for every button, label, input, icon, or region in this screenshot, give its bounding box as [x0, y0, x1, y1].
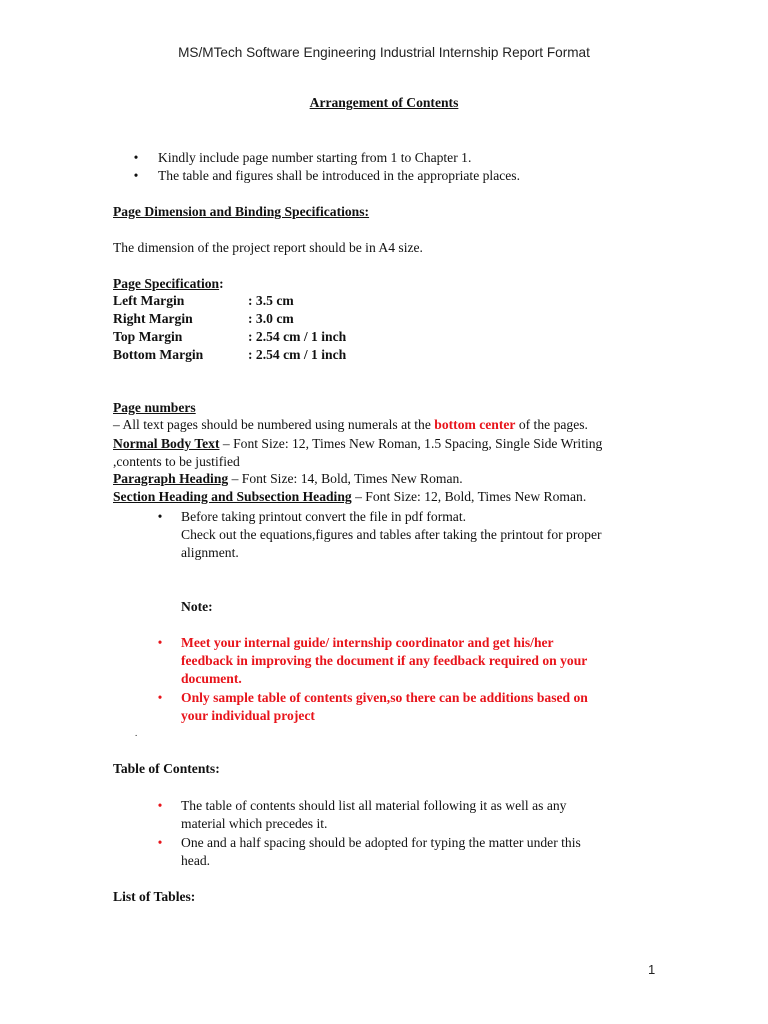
page-dimension-text: The dimension of the project report should be in A4 size.	[113, 240, 423, 255]
stray-mark: .	[135, 728, 138, 738]
page-spec-heading	[113, 275, 224, 293]
page-number: 1	[648, 962, 656, 977]
toc-item-1-line-1: The table of contents should list all material following it as well as any	[181, 798, 567, 813]
note-item-1-line-2: feedback in improving the document if any feedback required on your	[181, 653, 588, 668]
spec-label-right: Right Margin	[113, 311, 193, 326]
printout-line-2: Check out the equations,figures and tables after taking the printout for proper	[181, 527, 602, 542]
body-text-line-1	[113, 435, 602, 453]
page-numbers-text	[113, 416, 588, 434]
body-text-spec: – Font Size: 12, Times New Roman, 1.5 Spacing, Single Side Writing	[219, 436, 603, 451]
spec-value-right: : 3.0 cm	[248, 311, 294, 326]
paragraph-heading-label: Paragraph Heading	[113, 471, 229, 486]
page-spec-heading-label: Page Specification	[113, 276, 220, 291]
spec-value-top: : 2.54 cm / 1 inch	[248, 329, 347, 344]
paragraph-heading-line	[113, 470, 463, 488]
page-dimension-heading: Page Dimension and Binding Specifications:	[113, 204, 370, 219]
toc-heading: Table of Contents:	[113, 761, 220, 776]
section-heading-line	[113, 488, 586, 506]
page-numbers-heading: Page numbers	[113, 400, 196, 415]
page-header: MS/MTech Software Engineering Industrial Internship Report Format	[178, 45, 590, 60]
document-title: Arrangement of Contents	[309, 95, 459, 110]
spec-label-top: Top Margin	[113, 329, 183, 344]
spec-value-left: : 3.5 cm	[248, 293, 294, 308]
paragraph-heading-spec: – Font Size: 14, Bold, Times New Roman.	[228, 471, 463, 486]
bullet-icon: •	[133, 150, 139, 165]
spec-value-bottom: : 2.54 cm / 1 inch	[248, 347, 347, 362]
toc-item-2-line-1: One and a half spacing should be adopted for typing the matter under this	[181, 835, 581, 850]
bullet-icon: •	[157, 690, 163, 705]
note-item-1-line-3: document.	[181, 671, 242, 686]
intro-bullet-2: The table and figures shall be introduced in the appropriate places.	[158, 168, 520, 183]
bullet-icon: •	[157, 798, 163, 813]
printout-line-1: Before taking printout convert the file in pdf format.	[181, 509, 467, 524]
bullet-icon: •	[157, 635, 163, 650]
page-numbers-text-after: of the pages.	[515, 417, 588, 432]
section-heading-label: Section Heading and Subsection Heading	[113, 489, 352, 504]
list-of-tables-heading: List of Tables:	[113, 889, 196, 904]
body-text-line-2: ,contents to be justified	[113, 454, 240, 469]
bullet-icon: •	[133, 168, 139, 183]
note-item-1-line-1: Meet your internal guide/ internship coordinator and get his/her	[181, 635, 554, 650]
page-numbers-highlight: bottom center	[434, 417, 516, 432]
bullet-icon: •	[157, 509, 163, 524]
page-numbers-text-before: – All text pages should be numbered using numerals at the	[113, 417, 435, 432]
spec-label-left: Left Margin	[113, 293, 185, 308]
body-text-label: Normal Body Text	[113, 436, 220, 451]
spec-label-bottom: Bottom Margin	[113, 347, 204, 362]
printout-line-3: alignment.	[181, 545, 239, 560]
page-spec-heading-colon: :	[219, 276, 224, 291]
section-heading-spec: – Font Size: 12, Bold, Times New Roman.	[351, 489, 587, 504]
note-item-2-line-1: Only sample table of contents given,so there can be additions based on	[181, 690, 588, 705]
bullet-icon: •	[157, 835, 163, 850]
note-heading: Note:	[181, 599, 213, 614]
intro-bullet-1: Kindly include page number starting from 1 to Chapter 1.	[158, 150, 472, 165]
toc-item-2-line-2: head.	[181, 853, 211, 868]
note-item-2-line-2: your individual project	[181, 708, 315, 723]
toc-item-1-line-2: material which precedes it.	[181, 816, 328, 831]
